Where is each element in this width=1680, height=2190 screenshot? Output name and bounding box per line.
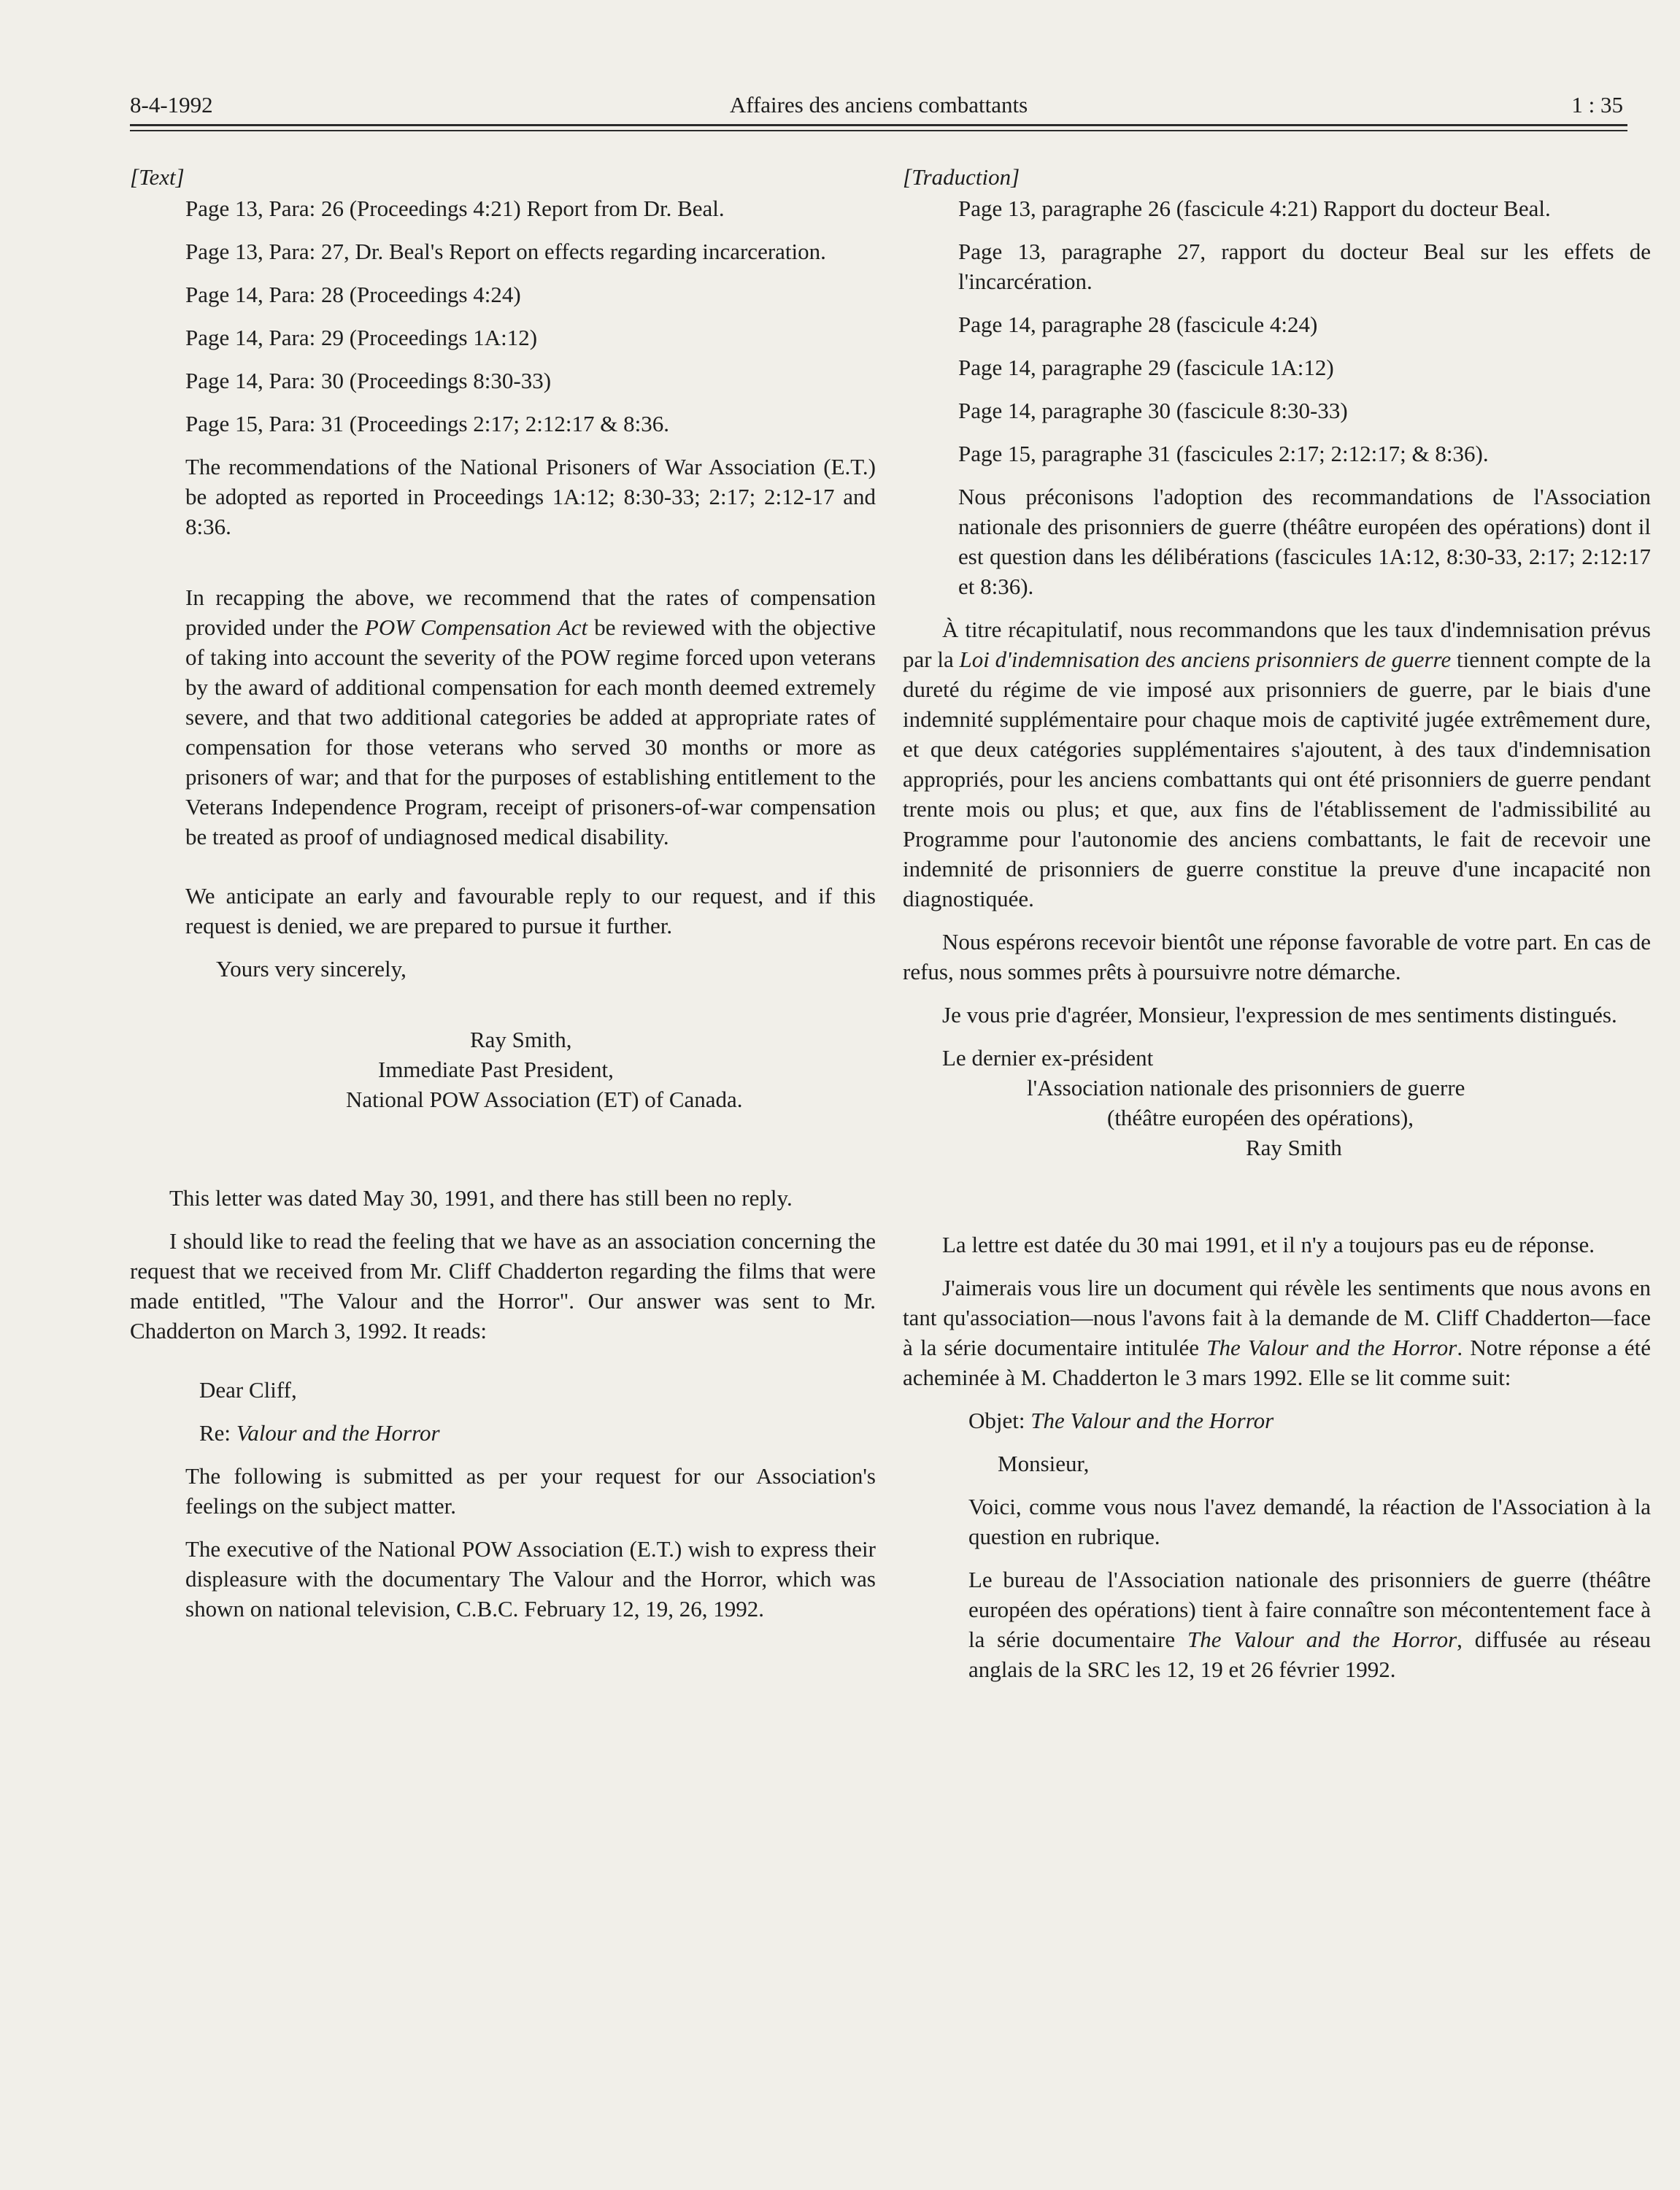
recap-paragraph: In recapping the above, we recommend that the rates of compensation provided under the POW Compensation Act be reviewed with the objective of taking into account the severity of the POW regime forced upon veterans by the award of additional compensation for each month deemed extremely severe, and that two additional categories be added at appropriate rates of compensation for those veterans who served 30 months or more as prisoners of war; and that for the purposes of establishing entitlement to the Veterans Independence Program, receipt of prisoners-of-war compensation be treated as proof of undiagnosed medical disability. (185, 585, 876, 849)
list-item: Page 13, Para: 27, Dr. Beal's Report on effects regarding incarceration. (185, 239, 826, 264)
submitted-paragraph: Voici, comme vous nous l'avez demandé, la réaction de l'Association à la question en rubrique. (968, 1494, 1651, 1549)
signature-organization: l'Association nationale des prisonniers de guerre (1027, 1075, 1465, 1100)
executive-paragraph: The executive of the National POW Association (E.T.) wish to express their displeasure with the documentary The Valour and the Horror, which was shown on national television, C.B.C. February 12, 19, 26, 1992. (185, 1536, 876, 1622)
list-item: Page 13, paragraphe 26 (fascicule 4:21) Rapport du docteur Beal. (958, 196, 1551, 221)
french-column (903, 162, 1651, 1697)
signature-title: Le dernier ex-président (942, 1045, 1154, 1071)
salutation: Dear Cliff, (199, 1377, 297, 1403)
recap-paragraph: À titre récapitulatif, nous recommandons que les taux d'indemnisation prévus par la Loi d'indemnisation des anciens prisonniers de guerre tiennent compte de la dureté du régime de vie imposé aux prisonniers de guerre, par le biais d'une indemnité supplémentaire pour chaque mois de captivité jugée extrêmement dure, et que deux catégories supplémentaires s'ajoutent, à des taux d'indemnisation appropriés, pour les anciens combattants qui ont été prisonniers de guerre pendant trente mois ou plus; et que, aux fins de l'établissement de l'admissibilité au Programme pour l'autonomie des anciens combattants, le fait de recevoir une indemnité de prisonniers de guerre constitue la preuve d'une incapacité non diagnostiquée. (903, 617, 1651, 911)
feeling-paragraph: I should like to read the feeling that we have as an association concerning the request that we received from Mr. Cliff Chadderton regarding the films that were made entitled, "The Valour and the Horror". Our answer was sent to Mr. Chadderton on March 3, 1992. It reads: (130, 1228, 876, 1343)
objet-title: The Valour and the Horror (1030, 1408, 1274, 1433)
series-title: The Valour and the Horror (1187, 1627, 1457, 1652)
signature-organization: National POW Association (ET) of Canada. (346, 1087, 743, 1112)
executive-paragraph: Le bureau de l'Association nationale des prisonniers de guerre (théâtre européen des opérations) tient à faire connaître son mécontentement face à la série documentaire The Valour and the Horror, diffusée au réseau anglais de la SRC les 12, 19 et 26 février 1992. (968, 1567, 1651, 1682)
re-line: Re: Valour and the Horror (199, 1420, 440, 1446)
header-title: Affaires des anciens combattants (729, 92, 1028, 117)
list-item: Page 14, Para: 30 (Proceedings 8:30-33) (185, 368, 552, 393)
letter-closing: Yours very sincerely, (216, 956, 406, 982)
re-title: Valour and the Horror (236, 1420, 440, 1446)
series-title: The Valour and the Horror (1206, 1335, 1457, 1360)
header-rule (130, 130, 1627, 131)
objet-line: Objet: The Valour and the Horror (968, 1408, 1274, 1433)
letter-date-note: La lettre est datée du 30 mai 1991, et il n'y a toujours pas eu de réponse. (942, 1232, 1595, 1257)
submitted-paragraph: The following is submitted as per your request for our Association's feelings on the subject matter. (185, 1463, 876, 1519)
signature-title: Immediate Past President, (378, 1057, 614, 1082)
list-item: Page 15, paragraphe 31 (fascicules 2:17; 2:12:17; & 8:36). (958, 441, 1489, 466)
list-item: Page 14, paragraphe 28 (fascicule 4:24) (958, 312, 1318, 337)
letter-date-note: This letter was dated May 30, 1991, and there has still been no reply. (169, 1185, 793, 1211)
anticipate-paragraph: We anticipate an early and favourable reply to our request, and if this request is denied, we are prepared to pursue it further. (185, 883, 876, 938)
list-item: Page 15, Para: 31 (Proceedings 2:17; 2:12:17 & 8:36. (185, 411, 669, 436)
header-date: 8-4-1992 (130, 92, 213, 117)
list-item: The recommendations of the National Prisoners of War Association (E.T.) be adopted as reported in Proceedings 1A:12; 8:30-33; 2:17; 2:12-17 and 8:36. (185, 454, 876, 539)
running-header (130, 86, 1627, 126)
header-page-number: 1 : 35 (1571, 92, 1623, 117)
list-item: Page 14, Para: 29 (Proceedings 1A:12) (185, 325, 538, 350)
signature-organization-2: (théâtre européen des opérations), (1107, 1105, 1414, 1130)
act-title: Loi d'indemnisation des anciens prisonniers de guerre (959, 647, 1452, 672)
text-label: [Text] (130, 164, 185, 190)
english-column (130, 162, 876, 1637)
list-item: Nous préconisons l'adoption des recommandations de l'Association nationale des prisonniers de guerre (théâtre européen des opérations) dont il est question dans les délibérations (fascicules 1A:12, 8:30-33, 2:17; 2:12:17 et 8:36). (958, 484, 1651, 599)
anticipate-paragraph: Nous espérons recevoir bientôt une réponse favorable de votre part. En cas de refus, nous sommes prêts à poursuivre notre démarche. (903, 929, 1651, 984)
list-item: Page 13, Para: 26 (Proceedings 4:21) Report from Dr. Beal. (185, 196, 725, 221)
list-item: Page 14, Para: 28 (Proceedings 4:24) (185, 282, 521, 307)
signature-name: Ray Smith (1246, 1135, 1342, 1160)
list-item: Page 14, paragraphe 29 (fascicule 1A:12) (958, 355, 1334, 380)
list-item: Page 13, paragraphe 27, rapport du docteur Beal sur les effets de l'incarcération. (958, 239, 1651, 294)
signature-name: Ray Smith, (470, 1027, 572, 1052)
traduction-label: [Traduction] (903, 164, 1020, 190)
list-item: Page 14, paragraphe 30 (fascicule 8:30-33) (958, 398, 1348, 423)
feeling-paragraph: J'aimerais vous lire un document qui révèle les sentiments que nous avons en tant qu'association—nous l'avons fait à la demande de M. Cliff Chadderton—face à la série documentaire intitulée The Valour and the Horror. Notre réponse a été acheminée à M. Chadderton le 3 mars 1992. Elle se lit comme suit: (903, 1275, 1651, 1390)
act-title: POW Compensation Act (364, 614, 588, 640)
salutation: Monsieur, (998, 1451, 1090, 1476)
letter-closing: Je vous prie d'agréer, Monsieur, l'expression de mes sentiments distingués. (942, 1002, 1617, 1027)
